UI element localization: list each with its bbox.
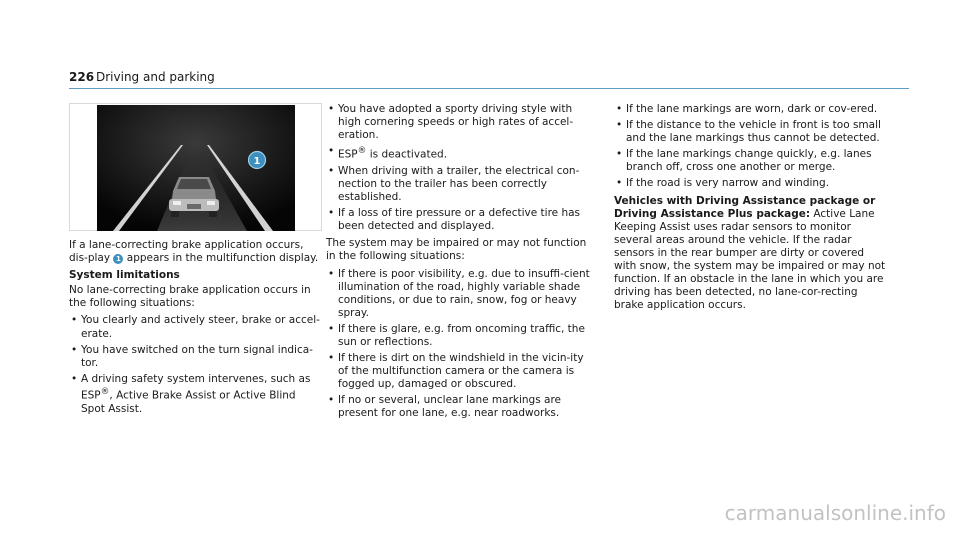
callout-1-inline-badge: 1 [113,254,123,264]
limitations-intro: No lane-correcting brake application occurs in the following situations: [69,284,311,310]
bullet-marker: • [328,103,335,115]
callout-1-label: 1 [253,156,261,167]
list-item: • If the lane markings are worn, dark or cov-ered. [616,103,878,115]
list-item: • You have switched on the turn signal indica-tor. [71,343,313,369]
section-title: Driving and parking [96,70,215,84]
bullet-marker: • [328,322,335,335]
impairment-intro: The system may be impaired or may not function in the following situations: [326,237,587,263]
column-2 [326,103,594,425]
list-item: • If there is dirt on the windshield in the vicin-ity of the multifunction camera or the camera is fogged up, damaged or obscured. [328,352,584,391]
list-item: • A driving safety system intervenes, such as ESP®, Active Brake Assist or Active Blind Spot Assist. [71,372,311,415]
bullet-marker: • [616,177,623,190]
bullet-marker: • [328,164,335,177]
page-header [69,70,909,92]
list-item: • If the distance to the vehicle in front is too small and the lane markings thus cannot be detected. [616,119,881,145]
bullet-marker: • [71,343,78,356]
column-1 [69,239,321,420]
header-rule [69,88,909,89]
car-icon [169,177,219,217]
impairment-list-cont [614,103,886,191]
list-item: • You clearly and actively steer, brake or accel-erate. [71,314,320,340]
driving-assistance-lead: Vehicles with Driving Assistance package or Driving Assistance Plus package: [614,194,876,220]
page-number: 226 [69,70,95,84]
bullet-marker: • [616,148,623,161]
column-3 [614,103,886,316]
bullet-marker: • [71,314,78,327]
list-item: • If there is glare, e.g. from oncoming traffic, the sun or reflections. [328,322,585,348]
impairment-list [326,268,594,421]
system-limitations-heading: System limitations [69,269,180,282]
bullet-marker: • [328,352,335,365]
bullet-marker: • [616,119,623,132]
list-item: • When driving with a trailer, the electrical con-nection to the trailer has been correctly established. [328,164,580,204]
list-item: • You have adopted a sporty driving style with high cornering speeds or high rates of accel-eration. [328,103,574,142]
limitations-list-cont [326,103,594,233]
bullet-marker: • [71,372,78,385]
list-item: • If there is poor visibility, e.g. due to insuffi-cient illumination of the road, highly variable shade conditions, or due to rain, snow, fog or heavy spray. [328,267,590,319]
driving-assistance-paragraph: Vehicles with Driving Assistance package or Driving Assistance Plus package: Active Lane Keeping Assist uses radar sensors to monitor several areas around the vehicle. If the radar sensors in the rear bumper are dirty or covered with snow, the system may be impaired or may not function. If an obstacle in the lane in which you are driving has been detected, no lane-cor-recting brake application occurs. [614,194,886,312]
bullet-marker: • [616,103,623,115]
list-item: • If the road is very narrow and winding. [616,177,830,190]
bullet-marker: • [328,267,335,280]
illustration-frame [69,103,322,231]
display-paragraph: If a lane-correcting brake application occurs, dis-play 1 appears in the multifunction display. [69,239,319,265]
watermark: carmanualsonline.info [724,501,946,525]
list-item: • ESP® is deactivated. [328,145,448,161]
list-item: • If the lane markings change quickly, e.g. lanes branch off, cross one another or merge. [616,148,872,174]
bullet-marker: • [328,207,335,220]
list-item: • If a loss of tire pressure or a defective tire has been detected and displayed. [328,207,581,233]
limitations-list [69,314,321,415]
list-item: • If no or several, unclear lane markings are present for one lane, e.g. near roadworks. [328,394,562,420]
bullet-marker: • [328,145,335,158]
bullet-marker: • [328,394,335,407]
lane-keeping-illustration [97,105,295,231]
